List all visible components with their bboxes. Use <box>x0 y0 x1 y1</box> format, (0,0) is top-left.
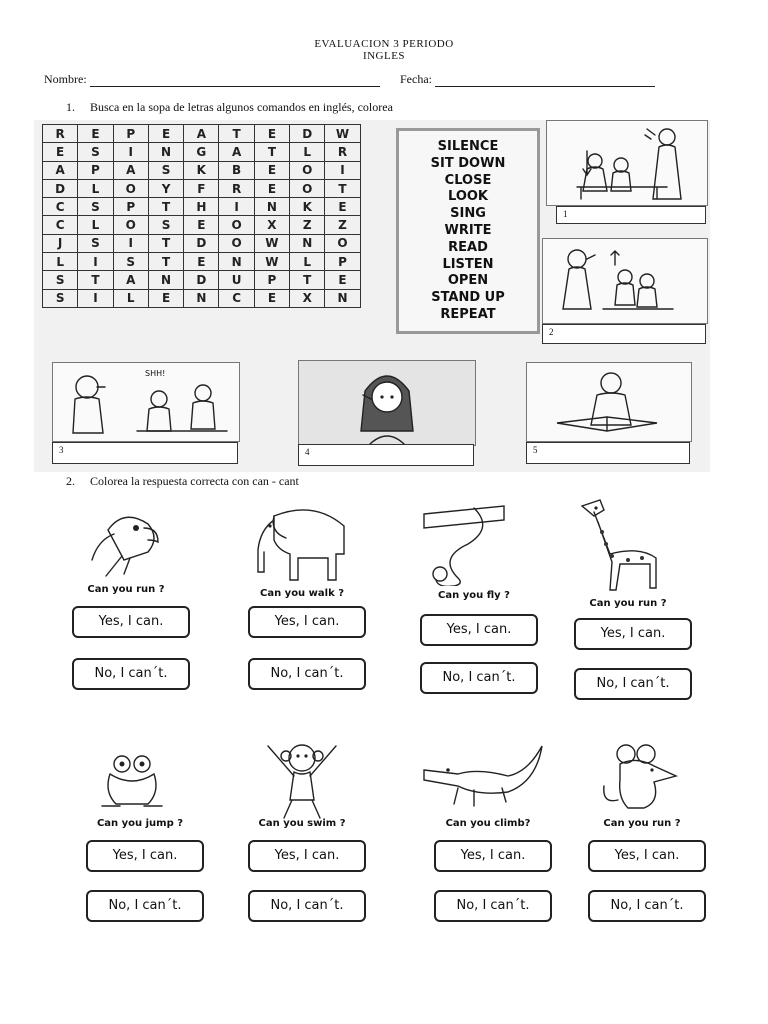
question-label: Can you walk ? <box>259 588 345 599</box>
word-list-item: REPEAT <box>440 306 496 322</box>
grid-letter[interactable]: D <box>184 234 219 252</box>
section2-instruction: Colorea la respuesta correcta con can - cant <box>90 474 299 488</box>
grid-letter[interactable]: T <box>78 271 113 289</box>
page-title: EVALUACION 3 PERIODO <box>314 38 454 50</box>
answer-no-box[interactable]: No, I can´t. <box>248 658 366 690</box>
grid-letter[interactable]: W <box>254 253 289 271</box>
grid-letter[interactable]: F <box>184 179 219 197</box>
answer-no-box[interactable]: No, I can´t. <box>248 890 366 922</box>
question-label: Can you fly ? <box>438 590 510 601</box>
grid-letter[interactable]: C <box>43 198 78 216</box>
picture-3-number-box[interactable] <box>52 442 238 464</box>
grid-row <box>43 289 361 307</box>
grid-letter[interactable]: Y <box>148 179 183 197</box>
answer-yes-box[interactable]: Yes, I can. <box>72 606 190 638</box>
grid-letter[interactable]: T <box>148 198 183 216</box>
answer-yes-box[interactable]: Yes, I can. <box>420 614 538 646</box>
grid-letter[interactable]: L <box>290 143 325 161</box>
grid-letter[interactable]: H <box>184 198 219 216</box>
grid-letter[interactable]: U <box>219 271 254 289</box>
picture-4-number-box[interactable] <box>298 444 474 466</box>
grid-letter[interactable]: S <box>113 253 148 271</box>
answer-yes-box[interactable]: Yes, I can. <box>574 618 692 650</box>
grid-letter[interactable]: O <box>290 179 325 197</box>
class-sitting-icon <box>547 121 707 205</box>
grid-letter[interactable]: P <box>113 198 148 216</box>
grid-letter[interactable]: E <box>254 289 289 307</box>
grid-letter[interactable]: E <box>78 125 113 143</box>
grid-letter[interactable]: X <box>254 216 289 234</box>
word-list-item: LOOK <box>448 189 488 205</box>
word-list-item: LISTEN <box>442 256 494 272</box>
frog-icon <box>92 748 172 814</box>
word-list <box>396 128 540 334</box>
grid-letter[interactable]: Z <box>290 216 325 234</box>
section1-instruction: Busca en la sopa de letras algunos comandos en inglés, colorea <box>90 100 393 114</box>
grid-row <box>43 198 361 216</box>
grid-letter[interactable]: S <box>148 161 183 179</box>
grid-letter[interactable]: K <box>184 161 219 179</box>
answer-no-box[interactable]: No, I can´t. <box>420 662 538 694</box>
grid-letter[interactable]: C <box>219 289 254 307</box>
grid-letter[interactable]: T <box>325 179 360 197</box>
crocodile-icon <box>418 740 548 814</box>
grid-letter[interactable]: O <box>325 234 360 252</box>
girl-looking-icon <box>299 361 475 445</box>
question-label: Can you run ? <box>589 598 667 609</box>
grid-letter[interactable]: S <box>78 143 113 161</box>
grid-row <box>43 216 361 234</box>
grid-letter[interactable]: D <box>290 125 325 143</box>
grid-letter[interactable]: R <box>43 125 78 143</box>
word-list-item: CLOSE <box>444 172 492 188</box>
grid-letter[interactable]: P <box>254 271 289 289</box>
word-list-item: READ <box>448 239 488 255</box>
grid-letter[interactable]: E <box>148 289 183 307</box>
grid-letter[interactable]: N <box>254 198 289 216</box>
grid-row <box>43 179 361 197</box>
grid-letter[interactable]: N <box>325 289 360 307</box>
grid-letter[interactable]: P <box>78 161 113 179</box>
grid-letter[interactable]: A <box>219 143 254 161</box>
grid-letter[interactable]: E <box>254 179 289 197</box>
silence-bubble-text: SHH! <box>145 369 166 378</box>
word-list-item: STAND UP <box>431 290 505 306</box>
grid-letter[interactable]: A <box>113 271 148 289</box>
question-label: Can you swim ? <box>258 818 346 829</box>
grid-letter[interactable]: C <box>43 216 78 234</box>
grid-row <box>43 234 361 252</box>
picture-2-listen <box>542 238 708 324</box>
word-list-item: SING <box>450 206 486 222</box>
answer-yes-box[interactable]: Yes, I can. <box>248 840 366 872</box>
grid-letter[interactable]: D <box>184 271 219 289</box>
section2-number: 2. <box>66 474 75 488</box>
picture-1-sit-down <box>546 120 708 206</box>
grid-letter[interactable]: T <box>148 234 183 252</box>
grid-letter[interactable]: P <box>325 253 360 271</box>
mouse-icon <box>596 740 686 812</box>
girl-reading-icon <box>527 363 691 441</box>
grid-letter[interactable]: E <box>254 161 289 179</box>
grid-letter[interactable]: E <box>43 143 78 161</box>
page-subtitle: INGLES <box>362 50 406 62</box>
picture-4-look <box>298 360 476 446</box>
grid-letter[interactable]: L <box>290 253 325 271</box>
picture-3-number: 3 <box>59 445 64 455</box>
grid-letter[interactable]: S <box>78 198 113 216</box>
grid-letter[interactable]: I <box>113 234 148 252</box>
grid-letter[interactable]: I <box>219 198 254 216</box>
grid-letter[interactable]: R <box>219 179 254 197</box>
grid-letter[interactable]: E <box>254 125 289 143</box>
section1-instruction-row <box>66 100 393 115</box>
answer-no-box[interactable]: No, I can´t. <box>574 668 692 700</box>
answer-no-box[interactable]: No, I can´t. <box>72 658 190 690</box>
grid-letter[interactable]: I <box>78 289 113 307</box>
giraffe-icon <box>572 492 672 596</box>
grid-letter[interactable]: E <box>325 198 360 216</box>
grid-letter[interactable]: I <box>325 161 360 179</box>
word-list-item: SIT DOWN <box>430 155 506 171</box>
grid-letter[interactable]: N <box>148 143 183 161</box>
grid-letter[interactable]: S <box>78 234 113 252</box>
grid-letter[interactable]: J <box>43 234 78 252</box>
picture-2-number-box[interactable] <box>542 324 706 344</box>
grid-letter[interactable]: E <box>325 271 360 289</box>
word-search-grid <box>42 124 361 308</box>
grid-letter[interactable]: S <box>43 289 78 307</box>
picture-5-number-box[interactable] <box>526 442 690 464</box>
grid-letter[interactable]: A <box>113 161 148 179</box>
grid-letter[interactable]: N <box>219 253 254 271</box>
grid-letter[interactable]: X <box>290 289 325 307</box>
grid-row <box>43 271 361 289</box>
grid-letter[interactable]: N <box>290 234 325 252</box>
grid-letter[interactable]: N <box>184 289 219 307</box>
date-field[interactable] <box>435 74 655 87</box>
name-field[interactable] <box>90 74 380 87</box>
picture-2-number: 2 <box>549 327 554 337</box>
name-label: Nombre: <box>44 72 87 86</box>
section1-number: 1. <box>66 100 75 114</box>
question-label: Can you climb? <box>445 818 531 829</box>
picture-3-silence <box>52 362 240 442</box>
grid-letter[interactable]: O <box>290 161 325 179</box>
grid-letter[interactable]: T <box>254 143 289 161</box>
picture-1-number-box[interactable] <box>556 206 706 224</box>
question-label: Can you run ? <box>87 584 165 595</box>
grid-letter[interactable]: O <box>219 216 254 234</box>
grid-letter[interactable]: I <box>113 143 148 161</box>
word-list-item: WRITE <box>444 222 492 238</box>
grid-row <box>43 143 361 161</box>
picture-1-number: 1 <box>563 209 568 219</box>
class-listening-icon <box>543 239 707 323</box>
grid-letter[interactable]: N <box>148 271 183 289</box>
answer-yes-box[interactable]: Yes, I can. <box>86 840 204 872</box>
name-row <box>44 72 380 87</box>
section2-instruction-row <box>66 474 299 489</box>
grid-letter[interactable]: Z <box>325 216 360 234</box>
grid-row <box>43 253 361 271</box>
grid-letter[interactable]: R <box>325 143 360 161</box>
grid-letter[interactable]: T <box>219 125 254 143</box>
grid-letter[interactable]: A <box>184 125 219 143</box>
grid-letter[interactable]: E <box>184 253 219 271</box>
elephant-icon <box>244 496 354 586</box>
grid-letter[interactable]: D <box>43 179 78 197</box>
answer-no-box[interactable]: No, I can´t. <box>434 890 552 922</box>
picture-5-number: 5 <box>533 445 538 455</box>
grid-letter[interactable]: O <box>219 234 254 252</box>
grid-letter[interactable]: W <box>254 234 289 252</box>
picture-4-number: 4 <box>305 447 310 457</box>
grid-letter[interactable]: S <box>43 271 78 289</box>
grid-letter[interactable]: T <box>290 271 325 289</box>
answer-yes-box[interactable]: Yes, I can. <box>588 840 706 872</box>
grid-letter[interactable]: O <box>113 179 148 197</box>
grid-letter[interactable]: B <box>219 161 254 179</box>
answer-no-box[interactable]: No, I can´t. <box>86 890 204 922</box>
grid-letter[interactable]: K <box>290 198 325 216</box>
question-label: Can you jump ? <box>96 818 184 829</box>
parrot-icon <box>78 500 178 580</box>
date-row <box>400 72 655 87</box>
grid-letter[interactable]: P <box>113 125 148 143</box>
grid-letter[interactable]: A <box>43 161 78 179</box>
word-list-item: SILENCE <box>437 139 499 154</box>
grid-row <box>43 161 361 179</box>
grid-letter[interactable]: W <box>325 125 360 143</box>
date-label: Fecha: <box>400 72 432 86</box>
picture-5-read <box>526 362 692 442</box>
answer-no-box[interactable]: No, I can´t. <box>588 890 706 922</box>
grid-letter[interactable]: T <box>148 253 183 271</box>
grid-letter[interactable]: O <box>113 216 148 234</box>
answer-yes-box[interactable]: Yes, I can. <box>434 840 552 872</box>
grid-letter[interactable]: E <box>148 125 183 143</box>
snake-icon <box>414 496 514 586</box>
answer-yes-box[interactable]: Yes, I can. <box>248 606 366 638</box>
grid-letter[interactable]: L <box>113 289 148 307</box>
grid-letter[interactable]: G <box>184 143 219 161</box>
grid-row <box>43 125 361 143</box>
grid-letter[interactable]: S <box>148 216 183 234</box>
question-label: Can you run ? <box>603 818 681 829</box>
monkey-icon <box>252 736 352 820</box>
grid-letter[interactable]: L <box>78 216 113 234</box>
word-list-item: OPEN <box>447 273 489 289</box>
grid-letter[interactable]: I <box>78 253 113 271</box>
grid-letter[interactable]: L <box>78 179 113 197</box>
grid-letter[interactable]: L <box>43 253 78 271</box>
grid-letter[interactable]: E <box>184 216 219 234</box>
